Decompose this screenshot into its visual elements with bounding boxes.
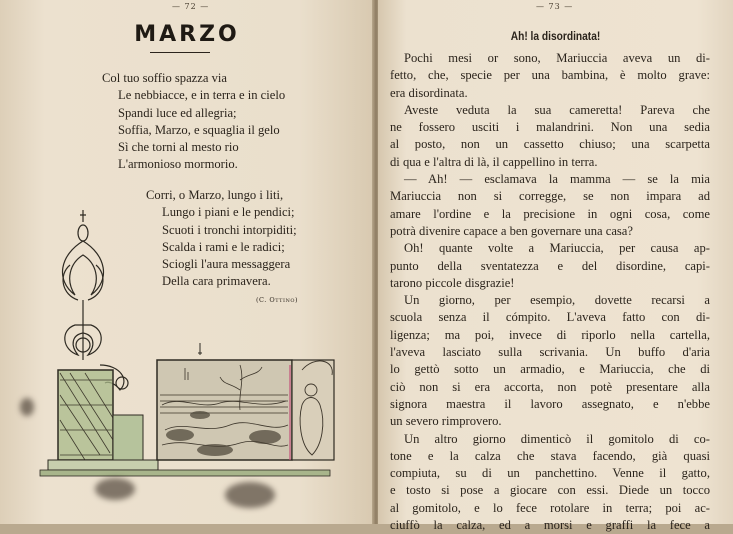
story-text [390,50,710,534]
poem-line: L'armonioso mormorio. [118,157,238,172]
text-line: Mariuccia non si corregge, se non impara ad [390,189,710,204]
text-line: l'aveva lasciato sulla scrivania. Un buffo d'aria [390,345,710,360]
story-title: Ah! la disordinata! [510,29,601,43]
text-line: al gomitolo, e lo fece rotolare in terra; poi ac- [390,500,710,515]
poem-line: Scalda i rami e le radici; [162,239,285,254]
text-line: amare l'ordine e la precisione in ogni cosa, come [390,206,710,221]
text-line: fetto, che, specie per una bambina, è molto grave: [390,68,710,83]
text-line: Aveste veduta la sua cameretta! Pareva che [404,102,710,117]
poem-line: Le nebbiacce, e in terra e in cielo [118,88,286,103]
text-line: di qua e l'altra di là, il cappellino in terra. [390,154,598,169]
ink-stain [225,482,275,508]
ornamental-vignette-icon [40,205,350,495]
text-line: era disordinata. [390,85,468,100]
text-line: lo gettò sotto un armadio, e Mariuccia, che di [390,362,710,377]
poem-line: Sciogli l'aura messaggera [162,257,291,272]
poem-line: Soffia, Marzo, e squaglia il gelo [118,122,280,137]
right-page [378,0,733,533]
text-line: Un altro giorno dimenticò il gomitolo di co- [404,431,710,446]
text-line: al posto, non un cassetto chiuso; una scarpetta [390,137,710,152]
poem-line: Corri, o Marzo, lungo i liti, [146,188,284,202]
poem-title: MARZO [134,22,240,47]
text-line: ciuffò la calza, ed a morsi e graffi la fece a [390,518,710,533]
text-line: scuola senza il cómpito. L'aveva fatto con di- [390,310,710,325]
page-number-right: — 73 — [536,2,574,11]
text-line: ligenza; ma poi, invece di riporlo nella cartella, [390,327,710,342]
text-line: — Ah! — esclamava la mamma — se la mia [404,172,710,187]
poem-line: Sì che torni al mesto rio [118,140,239,155]
text-line: Oh! quante volte a Mariuccia, per causa ap- [404,241,710,256]
text-line: compiuta, su di un panchettino. Venne il gatto, [390,466,710,481]
ink-stain [20,398,34,416]
title-rule [150,52,210,53]
text-line: e tosto si pose a giocare con essi. Diede un tocco [390,483,710,498]
text-line: punto della sventatezza e del disordine, capi- [390,258,710,273]
poem-line: Spandi luce ed allegria; [118,105,237,120]
poem-stanza-1 [102,70,285,174]
text-line: potrà divenire capace a ben governare una casa? [390,223,633,238]
text-line: tarono piccole disgrazie! [390,275,515,290]
text-line: ciò non si era accorta, non potè presentare alla [390,379,710,394]
poem-author: (C. Ottino) [256,296,298,304]
text-line: Un giorno, per esempio, dovette recarsi a [404,293,710,308]
poem-line: Della cara primavera. [162,274,271,289]
text-line: Pochi mesi or sono, Mariuccia aveva un di- [404,51,710,65]
page-number-left: — 72 — [172,2,210,11]
poem-line: Lungo i piani e le pendici; [162,205,295,220]
text-line: tone e la calza che stava facendo, già quasi [390,448,710,463]
poem-line: Scuoti i tronchi intorpiditi; [162,222,297,237]
text-line: un severo rimprovero. [390,414,502,429]
text-line: signora maestra il lavoro assegnato, e n'ebbe [390,396,710,411]
ink-stain [95,478,135,500]
poem-line: Col tuo soffio spazza via [102,71,227,85]
text-line: ne fossero usciti i malandrini. Non una sedia [390,120,710,135]
